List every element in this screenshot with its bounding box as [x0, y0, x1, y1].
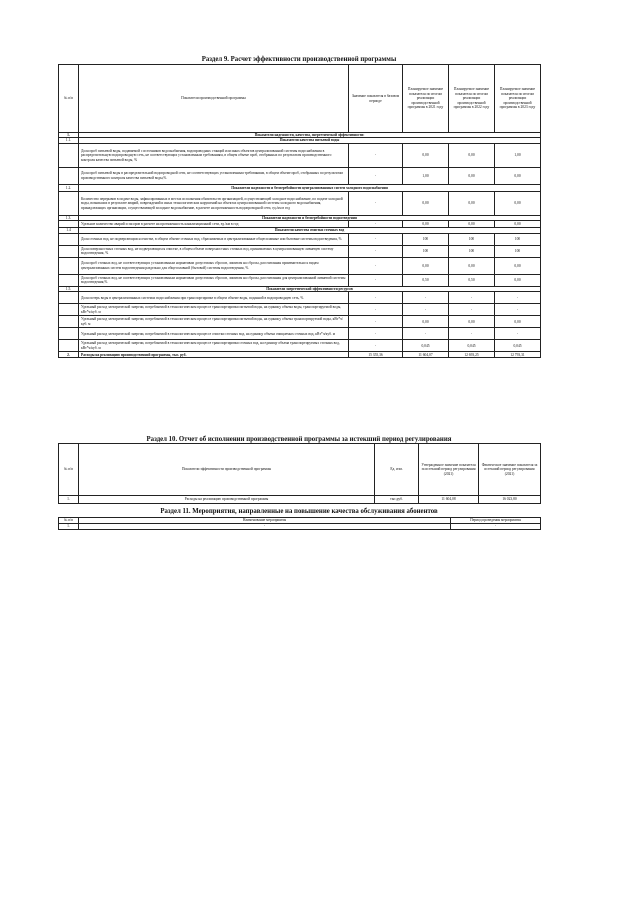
table-row: [59, 292, 541, 304]
col-num-header: № п/п: [59, 518, 79, 524]
row-2023-value: 0,00: [495, 191, 541, 215]
row-base-value: -: [349, 245, 403, 257]
row-name: Доля сточных вод, не подвергающихся очистке, в общем объеме сточных вод, сбрасываемых в централизованные общесплавные или бытовые системы водоотведения, %: [79, 233, 349, 245]
row-name: Доля поверхностных сточных вод, не подвергающихся очистке, в общем объеме поверхностных сточных вод, принимаемых в централизованную ливневую систему водоотведения, %: [79, 245, 349, 257]
row-2021-value: 0,00: [403, 191, 449, 215]
row-2022-value: 0,00: [449, 257, 495, 274]
table-row: [59, 316, 541, 328]
row-num: 1.4: [59, 228, 79, 233]
col-unit-header: Ед. изм.: [375, 444, 419, 496]
row-name: Доля проб сточных вод, не соответствующих установленным нормативам допустимых сбросов, лимитам на сбросы, рассчитанная применительно к видам централизованных систем водоотведения раздельно для общесплавной (бытовой) системы водоотведения, %: [79, 257, 349, 274]
row-2022-value: -: [449, 292, 495, 304]
row-2022-value: 0,00: [449, 221, 495, 228]
row-base-value: -: [349, 292, 403, 304]
table-header-row: [59, 444, 541, 496]
table-row: [59, 167, 541, 184]
row-2021-value: -: [403, 328, 449, 340]
row-num: [59, 257, 79, 274]
row-name: Удельный расход электрической энергии, потребляемой в технологическом процессе транспортировки сточных вод, на единицу объема транспортируемых сточных вод, кВт*ч/куб. м: [79, 340, 349, 352]
row-2021-value: 0,00: [403, 316, 449, 328]
table-row: [59, 340, 541, 352]
row-2023-value: -: [495, 304, 541, 316]
row-2022-value: 0,00: [449, 191, 495, 215]
row-base-value: -: [349, 257, 403, 274]
row-unit: тыс.руб.: [375, 496, 419, 504]
col-2021-header: Планируемое значение показателя по итогам реализации производственной программы в 2021 году: [403, 65, 449, 133]
row-num: 2.: [59, 352, 79, 358]
row-2022-value: 0,00: [449, 167, 495, 184]
col-num-header: № п/п: [59, 444, 79, 496]
row-num: 1.: [59, 496, 79, 504]
row-section-name: Показатели надежности, качества, энергетической эффективности:: [79, 133, 541, 138]
row-2022-value: 0,00: [449, 143, 495, 167]
row-num: [59, 167, 79, 184]
row-2021-value: 0,00: [403, 221, 449, 228]
col-base-header: Значение показателя в базовом периоде: [349, 65, 403, 133]
row-base-value: -: [349, 328, 403, 340]
row-section-name: Показатели энергетической эффективности ресурсов: [79, 286, 541, 291]
row-2022-value: 0,00: [449, 316, 495, 328]
table-row: [59, 524, 541, 530]
section-11-title: Раздел 11. Мероприятия, направленные на повышение качества обслуживания абонентов: [160, 508, 438, 515]
col-fact-header: Фактическое значение показателя за истекший период регулирования (2021): [479, 444, 541, 496]
section-10-table: [58, 443, 541, 504]
row-base-value: -: [349, 233, 403, 245]
row-2022-value: 100: [449, 233, 495, 245]
table-row: [59, 328, 541, 340]
row-2023-value: 12 793,31: [495, 352, 541, 358]
row-section-name: Показатели надежности и бесперебойности централизованных систем холодного водоснабжения: [79, 184, 541, 191]
row-num: [59, 191, 79, 215]
section-11-table: [58, 517, 541, 530]
row-base-value: 15 355,36: [349, 352, 403, 358]
row-name: Удельное количество аварий и засоров в расчете на протяженность канализационной сети, ед./км в год: [79, 221, 349, 228]
row-2021-value: -: [403, 292, 449, 304]
row-num: [59, 245, 79, 257]
row-num: 1.5.: [59, 286, 79, 291]
row-section-name: Показатели качества питьевой воды: [79, 138, 541, 143]
table-row: [59, 191, 541, 215]
row-2021-value: 0,00: [403, 257, 449, 274]
row-name: Удельный расход электрической энергии, потребляемой в технологическом процессе транспортировки питьевой воды, на единицу объема транспортируемой воды, кВт*ч/куб. м: [79, 316, 349, 328]
row-2023-value: -: [495, 328, 541, 340]
row-num: [59, 340, 79, 352]
row-base-value: -: [349, 304, 403, 316]
row-2021-value: 0,045: [403, 340, 449, 352]
row-num: 1.1.: [59, 138, 79, 143]
table-row: [59, 143, 541, 167]
row-2023-value: 0,045: [495, 340, 541, 352]
table-row: [59, 496, 541, 504]
row-2023-value: 100: [495, 245, 541, 257]
row-section-name: Показатели качества очистки сточных вод: [79, 228, 541, 233]
row-2022-value: 100: [449, 245, 495, 257]
table-row: [59, 245, 541, 257]
row-name: Доля проб питьевой воды в распределительной водопроводной сети, не соответствующих установленным требованиям, в общем объеме проб, отобранных по результатам производственного контроля качества питьевой воды,%: [79, 167, 349, 184]
row-num: 1.: [59, 133, 79, 138]
row-name: Удельный расход электрической энергии, потребляемой в технологическом процессе транспортировки питьевой воды, на единицу объема воды, транспортируемой воды, кВт*ч/куб. м: [79, 304, 349, 316]
row-2022-value: 0,50: [449, 274, 495, 286]
row-base-value: -: [349, 274, 403, 286]
row-base-value: -: [349, 340, 403, 352]
row-plan-value: 11 604,08: [419, 496, 479, 504]
col-name-header: Показатели эффективности производственной программы: [79, 444, 375, 496]
table-row: [59, 184, 541, 191]
row-2022-value: -: [449, 304, 495, 316]
row-2023-value: 1,00: [495, 143, 541, 167]
row-name: Доля проб питьевой воды, подаваемой с источников водоснабжения, водопроводных станций или иных объектов централизованной системы водоснабжения в распределительную водопроводную сеть, не соответствующих установленным требованиям, в общем объеме проб, отобранных по результатам производственного контроля качества питьевой воды, %: [79, 143, 349, 167]
row-2023-value: 0,00: [495, 316, 541, 328]
row-2021-value: 0,00: [403, 143, 449, 167]
row-name: Доля потерь воды в централизованных системах водоснабжения при транспортировке в общем объеме воды, поданной в водопроводную сеть, %: [79, 292, 349, 304]
col-num-header: № п/п: [59, 65, 79, 133]
row-num: [59, 143, 79, 167]
row-2021-value: 0,50: [403, 274, 449, 286]
row-2023-value: -: [495, 292, 541, 304]
table-header-row: [59, 65, 541, 133]
table-row: [59, 274, 541, 286]
row-num: [59, 221, 79, 228]
table-row: [59, 304, 541, 316]
row-num: 1.3.: [59, 215, 79, 220]
row-2021-value: 11 604,07: [403, 352, 449, 358]
row-2021-value: 100: [403, 233, 449, 245]
row-2022-value: -: [449, 328, 495, 340]
table-row: [59, 233, 541, 245]
row-num: [59, 304, 79, 316]
row-period: -: [451, 524, 541, 530]
row-num: [59, 316, 79, 328]
row-name: -: [79, 524, 451, 530]
row-2023-value: 0,00: [495, 257, 541, 274]
row-name: Расходы на реализацию производственной программы: [79, 496, 375, 504]
row-num: [59, 328, 79, 340]
row-2021-value: 100: [403, 245, 449, 257]
row-2023-value: 100: [495, 233, 541, 245]
col-name-header: Показатели производственной программы: [79, 65, 349, 133]
row-name: Доля проб сточных вод, не соответствующих установленным нормативам допустимых сбросов, лимитам на сбросы, рассчитанная для централизованной ливневой системы водоотведения,%: [79, 274, 349, 286]
row-base-value: -: [349, 316, 403, 328]
col-2022-header: Планируемое значение показателя по итогам реализации производственной программы в 2022 году: [449, 65, 495, 133]
row-2022-value: 0,045: [449, 340, 495, 352]
row-name: Удельный расход электрической энергии, потребляемой в технологическом процессе очистки сточных вод, на единицу объема очищаемых сточных вод, кВт*ч/куб. м: [79, 328, 349, 340]
col-2023-header: Планируемое значение показателя по итогам реализации производственной программы в 2023 году: [495, 65, 541, 133]
row-num: [59, 292, 79, 304]
row-2023-value: 0,00: [495, 221, 541, 228]
row-num: [59, 233, 79, 245]
row-name: Расходы на реализацию производственной программы, тыс. руб.: [79, 352, 349, 358]
row-num: [59, 274, 79, 286]
row-name: Количество перерывов в подаче воды, зафиксированных в местах исполнения обязательств организацией, осуществляющей холодное водоснабжение, по подаче холодной воды, возникших в результате аварий, повреждений и иных технологических нарушений на объектах централизованной системы холодного водоснабжения, принадлежащих организации, осуществляющей холодное водоснабжение, в расчете на протяженность водопроводной сети, ед./км в год: [79, 191, 349, 215]
section-9-table: [58, 64, 541, 358]
table-row: [59, 221, 541, 228]
col-name-header: Наименование мероприятия: [79, 518, 451, 524]
section-9-title: Раздел 9. Расчет эффективности производственной программы: [201, 56, 397, 63]
row-base-value: -: [349, 191, 403, 215]
row-2021-value: -: [403, 304, 449, 316]
row-fact-value: 16 023,80: [479, 496, 541, 504]
table-row: [59, 257, 541, 274]
row-2021-value: 1,00: [403, 167, 449, 184]
col-period-header: Период проведения мероприятия: [451, 518, 541, 524]
row-num: 1.: [59, 524, 79, 530]
table-row: [59, 352, 541, 358]
row-num: 1.2.: [59, 184, 79, 191]
row-section-name: Показатели надежности и бесперебойности водоотведения: [79, 215, 541, 220]
row-2023-value: 0,00: [495, 274, 541, 286]
col-plan-header: Утвержденное значение показателя за истекший период регулирования (2021): [419, 444, 479, 496]
row-base-value: -: [349, 167, 403, 184]
row-base-value: -: [349, 221, 403, 228]
row-2022-value: 12 693,25: [449, 352, 495, 358]
section-10-title: Раздел 10. Отчет об исполнении производственной программы за истекший период регулирования: [146, 436, 452, 443]
section-9-body: [59, 133, 541, 358]
row-2023-value: 0,00: [495, 167, 541, 184]
row-base-value: -: [349, 143, 403, 167]
